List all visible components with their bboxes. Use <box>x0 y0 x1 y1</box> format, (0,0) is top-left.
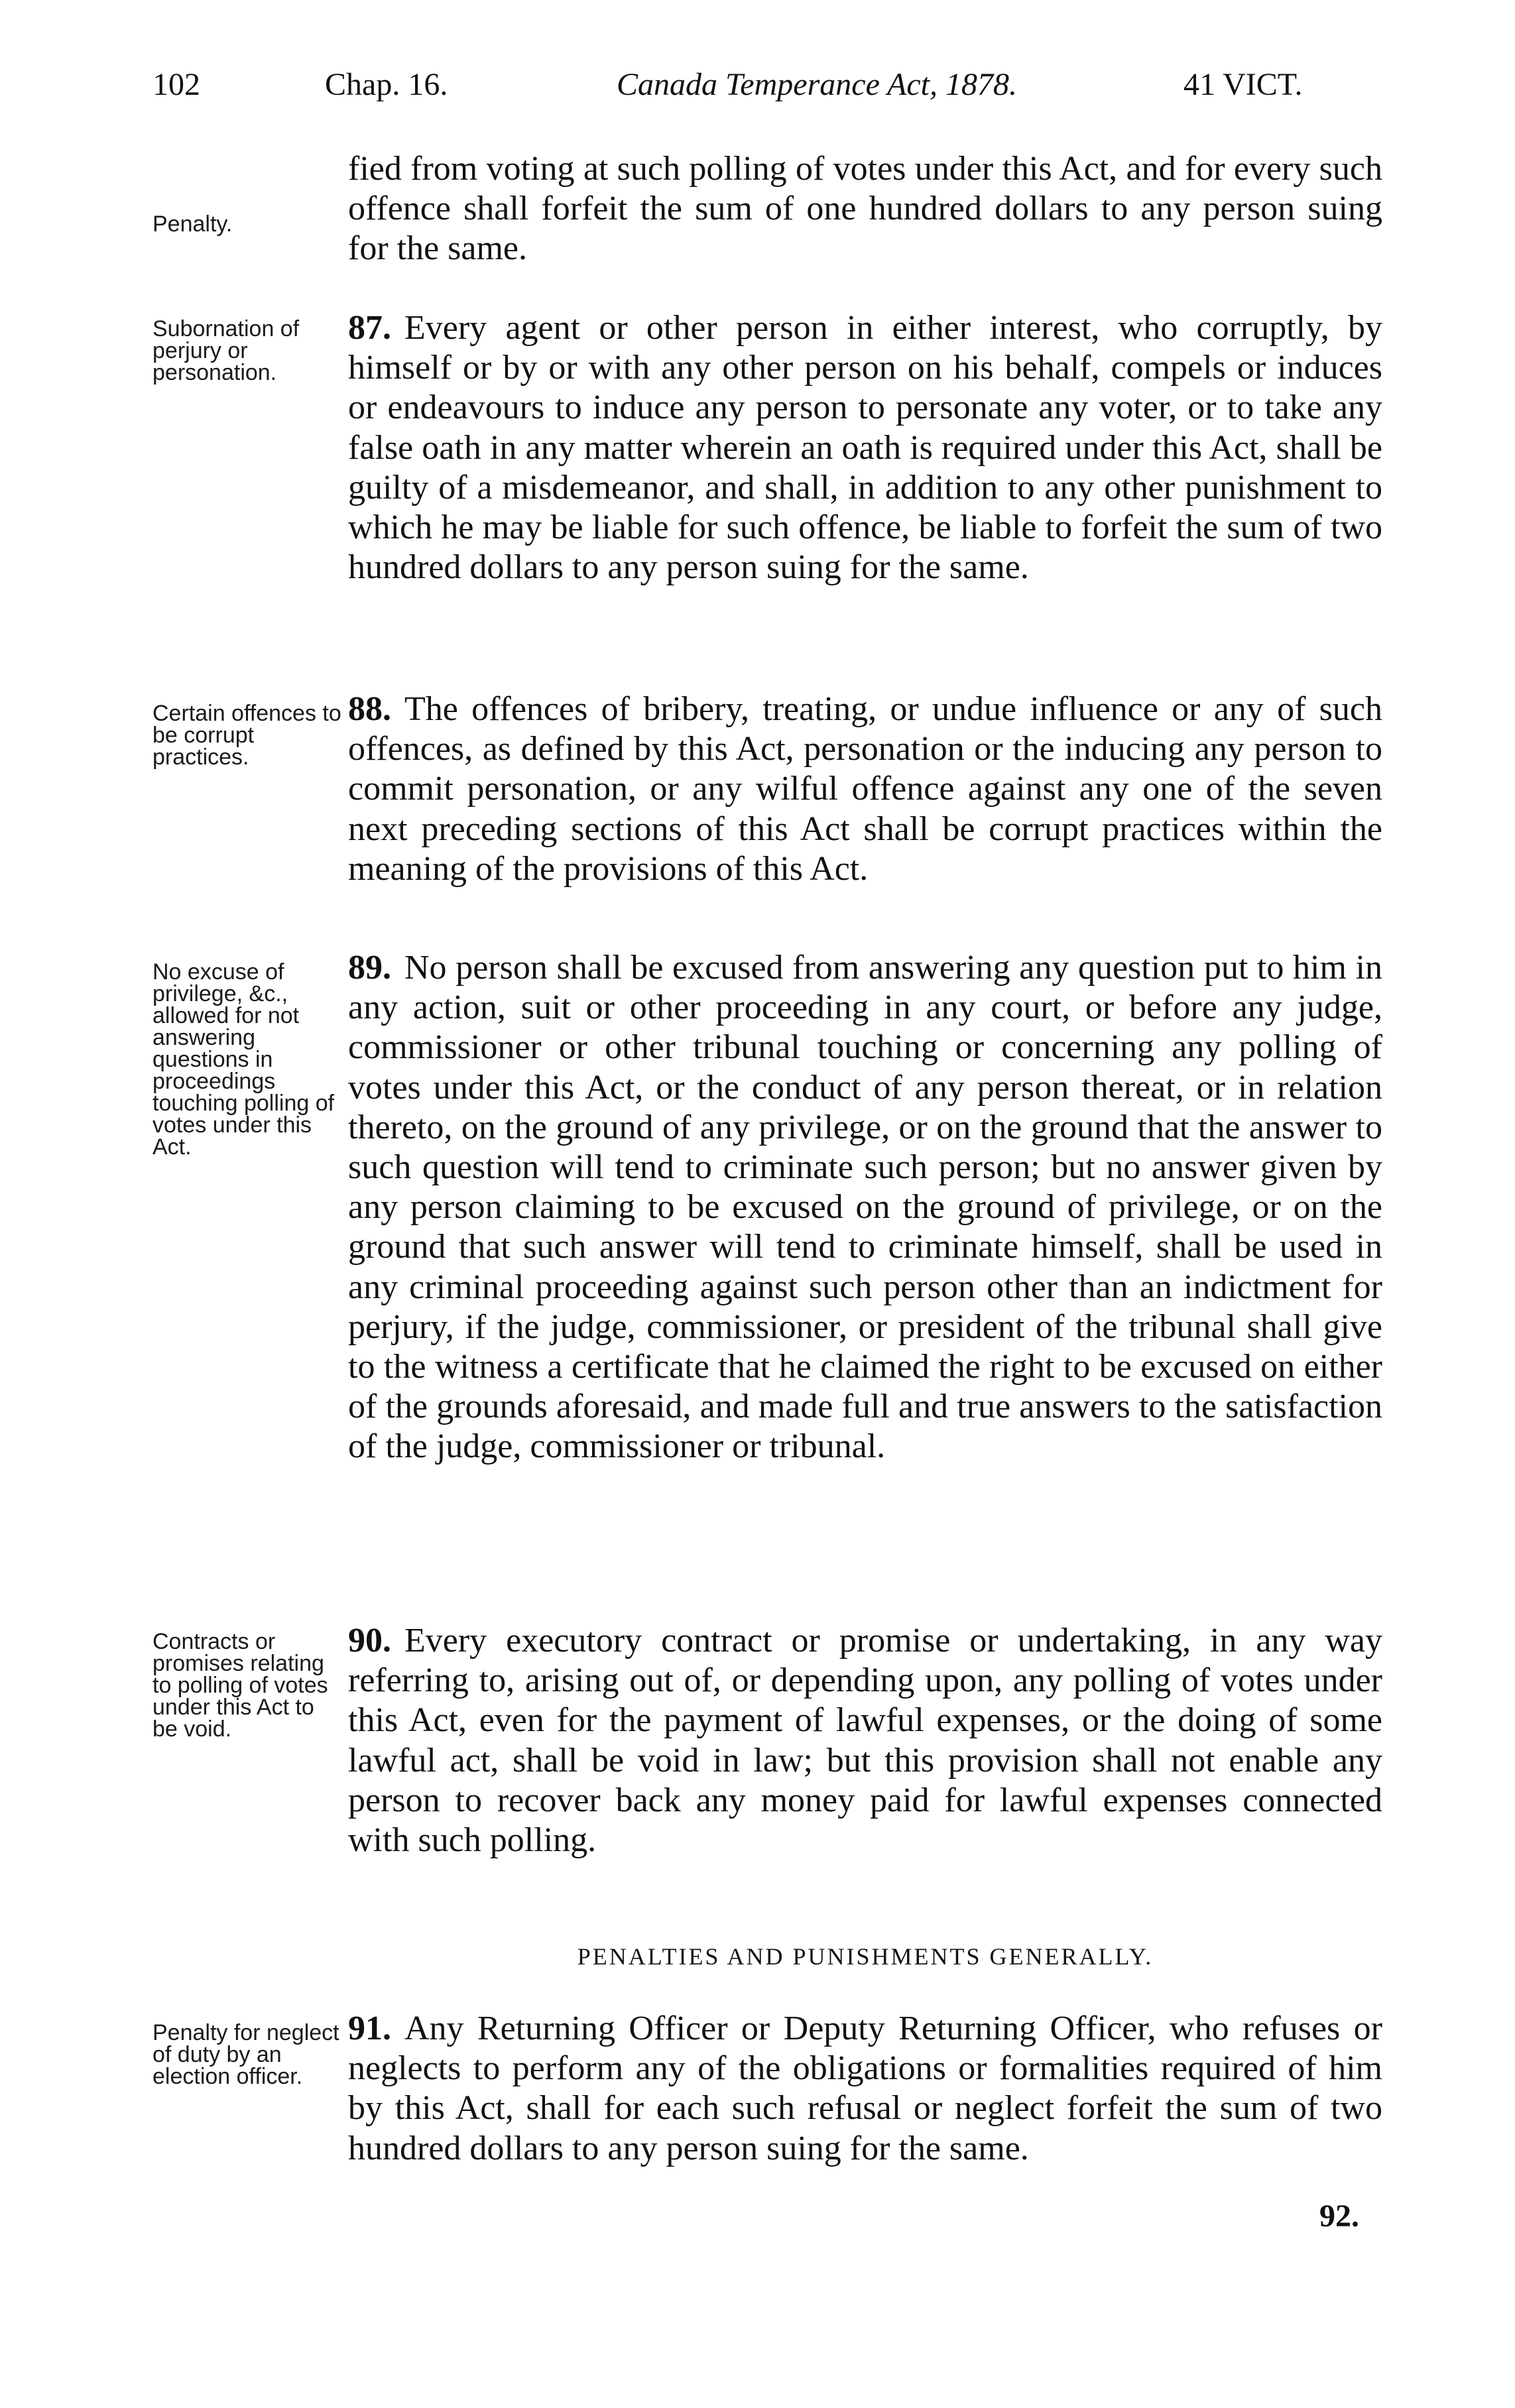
catchword: 92. <box>1319 2198 1359 2234</box>
margin-note-section-87: Subornation of perjury or personation. <box>152 316 300 385</box>
section-heading: PENALTIES AND PUNISHMENTS GENERALLY. <box>577 1943 1154 1970</box>
section-number: 90. <box>348 1622 391 1659</box>
continuation-paragraph: fied from voting at such polling of votes under this Act, and for every such offence shall forfeit the sum of one hundred dollars to any person suing for the same. <box>348 150 1382 268</box>
section-89 <box>348 948 1382 1467</box>
section-number: 89. <box>348 949 391 987</box>
running-header <box>152 66 1303 119</box>
margin-note-section-88: Certain offences to be corrupt practices. <box>152 701 341 770</box>
section-91 <box>348 2009 1382 2169</box>
section-text: The offences of bribery, treating, or undue influence or any of such offences, as defined by this Act, personation or the inducing any person to commit personation, or any wilful offence against any one of the seven next preceding sections of this Act shall be corrupt practices within the meaning of the provisions of this Act. <box>348 690 1382 888</box>
act-title: Canada Temperance Act, 1878. <box>617 67 1017 102</box>
section-number: 87. <box>348 309 391 347</box>
page-number: 102 <box>152 67 200 102</box>
margin-note-section-91: Penalty for neglect of duty by an election officer. <box>152 2020 339 2089</box>
section-text: Any Returning Officer or Deputy Returning Officer, who refuses or neglects to perform any of the obligations or formalities required of him by this Act, shall for each such refusal or neglect forfeit the sum of two hundred dollars to any person suing for the same. <box>348 2010 1382 2167</box>
chapter-label: Chap. 16. <box>325 67 448 102</box>
section-number: 91. <box>348 2010 391 2047</box>
section-88 <box>348 690 1382 889</box>
section-text: Every executory contract or promise or undertaking, in any way referring to, arising out of, or depending upon, any polling of votes under this Act, even for the payment of lawful expenses, or the doing of some lawful act, shall be void in law; but this provision shall not enable any person to recover back any money paid for lawful expenses connected with such polling. <box>348 1622 1382 1860</box>
regnal-year: 41 VICT. <box>1183 67 1303 102</box>
section-90 <box>348 1621 1382 1860</box>
section-number: 88. <box>348 690 391 728</box>
section-text: Every agent or other person in either interest, who corruptly, by himself or by or with any other person on his behalf, compels or induces or endeavours to induce any person to personate any voter, or to take any false oath in any matter wherein an oath is required under this Act, shall be guilty of a misdemeanor, and shall, in addition to any other punishment to which he may be liable for such offence, be liable to forfeit the sum of two hundred dollars to any person suing for the same. <box>348 309 1382 587</box>
margin-note-section-89: No excuse of privilege, &c., allowed for not answering questions in proceedings touching polling of votes under this Act. <box>152 959 335 1160</box>
section-text: No person shall be excused from answering any question put to him in any action, suit or other proceeding in any court, or before any judge, commissioner or other tribunal touching or concerning any polling of votes under this Act, or the conduct of any person thereat, or in relation thereto, on the ground of any privilege, or on the ground that the answer to such question will tend to criminate such person; but no answer given by any person claiming to be excused on the ground of privilege, or on the ground that such answer will tend to criminate himself, shall be used in any criminal proceeding against such person other than an indictment for perjury, if the judge, commissioner, or president of the tribunal shall give to the witness a certificate that he claimed the right to be excused on either of the grounds aforesaid, and made full and true answers to the satisfaction of the judge, commissioner or tribunal. <box>348 949 1382 1466</box>
margin-note-section-90: Contracts or promises relating to polling of votes under this Act to be void. <box>152 1629 328 1742</box>
section-87 <box>348 308 1382 587</box>
margin-note-penalty: Penalty. <box>152 211 233 237</box>
